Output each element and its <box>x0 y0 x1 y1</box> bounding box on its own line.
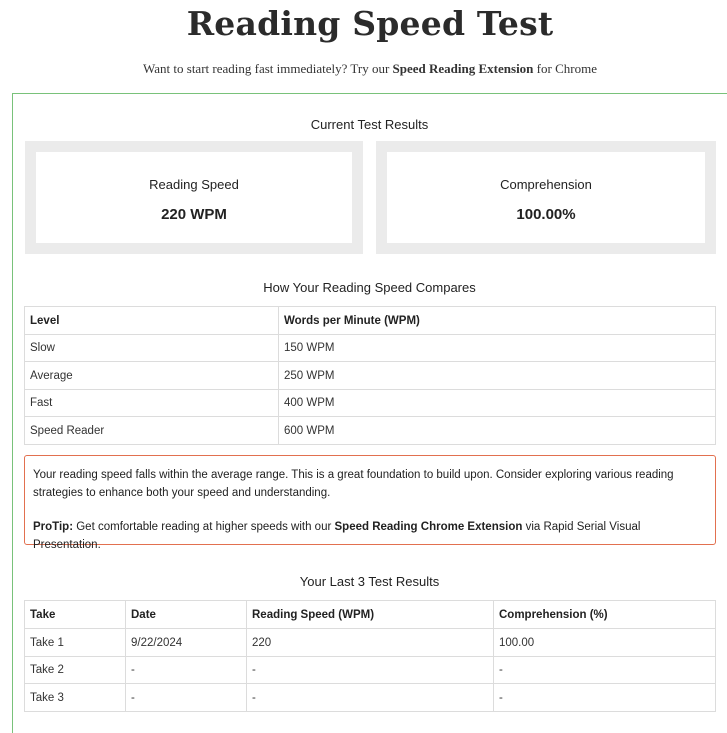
take-cell: Take 3 <box>25 684 126 712</box>
wpm-cell: 600 WPM <box>279 417 716 445</box>
level-cell: Speed Reader <box>25 417 279 445</box>
table-row <box>25 390 716 417</box>
table-row <box>25 362 716 390</box>
comprehension-cell: - <box>494 657 716 684</box>
table-header-row <box>25 601 716 629</box>
reading-speed-value: 220 WPM <box>161 206 227 223</box>
date-cell: - <box>126 657 247 684</box>
date-cell: - <box>126 684 247 712</box>
date-cell: 9/22/2024 <box>126 629 247 657</box>
table-header-row <box>25 307 716 335</box>
table-row <box>25 417 716 445</box>
comprehension-panel <box>387 152 705 243</box>
history-title: Your Last 3 Test Results <box>299 574 440 589</box>
level-cell: Fast <box>25 390 279 417</box>
wpm-cell: 400 WPM <box>279 390 716 417</box>
reading-speed-label: Reading Speed <box>149 177 239 192</box>
column-header: Date <box>126 601 247 629</box>
speed-cell: - <box>247 657 494 684</box>
wpm-cell: 250 WPM <box>279 362 716 390</box>
table-row <box>25 629 716 657</box>
column-header: Words per Minute (WPM) <box>279 307 716 335</box>
column-header: Take <box>25 601 126 629</box>
table-row <box>25 657 716 684</box>
comparison-title: How Your Reading Speed Compares <box>263 280 476 295</box>
level-cell: Average <box>25 362 279 390</box>
table-row <box>25 684 716 712</box>
protip <box>33 518 707 554</box>
speed-reading-extension-link[interactable]: Speed Reading Extension <box>392 61 534 76</box>
speed-cell: - <box>247 684 494 712</box>
page-subtitle <box>0 61 727 77</box>
protip-prefix: Get comfortable reading at higher speeds with our <box>73 521 335 533</box>
take-cell: Take 2 <box>25 657 126 684</box>
subtitle-prefix: Want to start reading fast immediately? Try our <box>143 61 393 76</box>
comprehension-cell: - <box>494 684 716 712</box>
column-header: Comprehension (%) <box>494 601 716 629</box>
comprehension-label: Comprehension <box>500 177 592 192</box>
comprehension-box <box>376 141 716 254</box>
speed-cell: 220 <box>247 629 494 657</box>
comparison-table <box>24 306 716 445</box>
reading-speed-panel <box>36 152 352 243</box>
column-header: Reading Speed (WPM) <box>247 601 494 629</box>
subtitle-suffix: for Chrome <box>533 61 597 76</box>
column-header: Level <box>25 307 279 335</box>
protip-suffix: via Rapid Serial Visual Presentation. <box>33 521 641 551</box>
table-row <box>25 335 716 362</box>
level-cell: Slow <box>25 335 279 362</box>
wpm-cell: 150 WPM <box>279 335 716 362</box>
current-results-title: Current Test Results <box>310 117 429 132</box>
protip-label: ProTip: <box>33 521 74 533</box>
chrome-extension-link[interactable]: Speed Reading Chrome Extension <box>334 521 523 533</box>
comprehension-cell: 100.00 <box>494 629 716 657</box>
reading-speed-box <box>25 141 363 254</box>
feedback-message: Your reading speed falls within the average range. This is a great foundation to build upon. Consider exploring various reading strategies to enhance both your speed and understanding. <box>33 469 674 499</box>
page-title: Reading Speed Test <box>186 4 554 43</box>
take-cell: Take 1 <box>25 629 126 657</box>
speed-feedback-notice <box>24 455 716 551</box>
comprehension-value: 100.00% <box>516 206 576 223</box>
history-table <box>24 600 716 712</box>
